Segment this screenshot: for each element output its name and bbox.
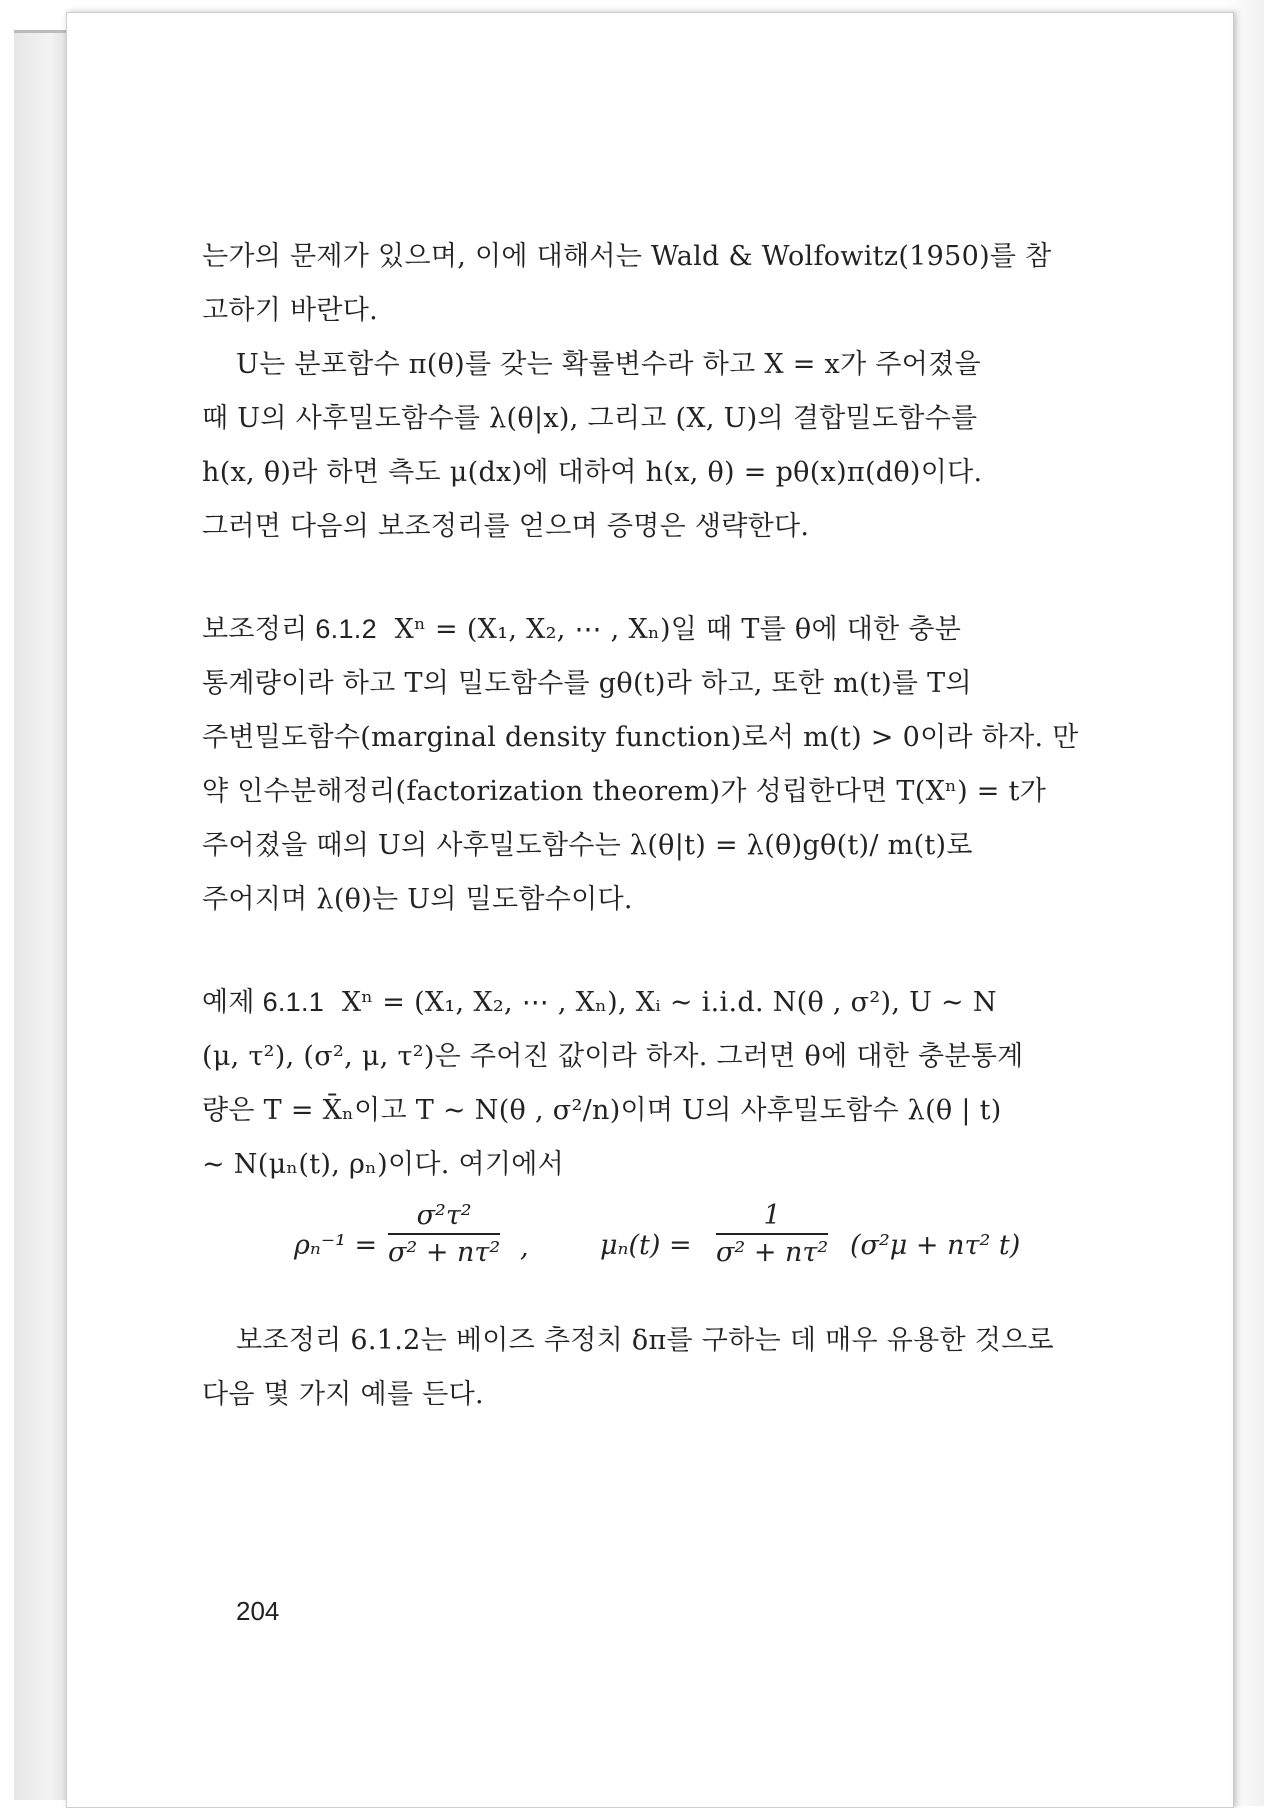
mu-fraction xyxy=(716,1200,828,1268)
closing-line-2: 다음 몇 가지 예를 든다. xyxy=(202,1379,484,1410)
example-title: 예제 6.1.1 xyxy=(202,987,325,1017)
rho-lhs: ρₙ⁻¹ = xyxy=(294,1230,378,1261)
paragraph-1-line-2: 고하기 바란다. xyxy=(202,295,379,326)
example-line-2: (μ, τ²), (σ², μ, τ²)은 주어진 값이라 하자. 그러면 θ에 대한 충분통계 xyxy=(202,1041,1024,1072)
page-shadow xyxy=(1224,0,1264,1806)
equation-block xyxy=(202,1200,1107,1284)
example-line-1 xyxy=(202,975,1107,1030)
example-line-1-text: Xⁿ = (X₁, X₂, ⋯ , Xₙ), Xᵢ ~ i.i.d. N(θ , σ²), U ~ N xyxy=(341,987,997,1018)
lemma-line-5: 주어졌을 때의 U의 사후밀도함수는 λ(θ|t) = λ(θ)gθ(t)/ m(t)로 xyxy=(202,830,973,861)
mu-denominator: σ² + nτ² xyxy=(716,1237,829,1268)
example-line-4: ~ N(μₙ(t), ρₙ)이다. 여기에서 xyxy=(202,1149,565,1180)
lemma-line-1 xyxy=(202,602,1107,657)
paragraph-2-line-4: 그러면 다음의 보조정리를 얻으며 증명은 생략한다. xyxy=(202,511,810,542)
lemma-line-3: 주변밀도함수(marginal density function)로서 m(t) > 0이라 하자. 만 xyxy=(202,722,1079,753)
page-content xyxy=(202,230,1107,1422)
equation-comma: , xyxy=(520,1232,529,1263)
page-stack-edge xyxy=(14,30,74,1800)
paragraph-1-line-1: 는가의 문제가 있으며, 이에 대해서는 Wald & Wolfowitz(1950)를 참 xyxy=(202,241,1052,272)
paragraph-2-line-2: 때 U의 사후밀도함수를 λ(θ|x), 그리고 (X, U)의 결합밀도함수를 xyxy=(202,403,978,434)
mu-lhs: μₙ(t) = xyxy=(600,1230,692,1261)
lemma-line-1-text: Xⁿ = (X₁, X₂, ⋯ , Xₙ)일 때 T를 θ에 대한 충분 xyxy=(394,614,962,645)
lemma-line-4: 약 인수분해정리(factorization theorem)가 성립한다면 T(Xⁿ) = t가 xyxy=(202,776,1047,807)
example-line-3: 량은 T = X̄ₙ이고 T ~ N(θ , σ²/n)이며 U의 사후밀도함수 λ(θ | t) xyxy=(202,1095,1002,1126)
paragraph-2-line-3: h(x, θ)라 하면 측도 μ(dx)에 대하여 h(x, θ) = pθ(x)π(dθ)이다. xyxy=(202,457,983,488)
lemma-line-6: 주어지며 λ(θ)는 U의 밀도함수이다. xyxy=(202,884,633,915)
rho-fraction xyxy=(388,1200,500,1268)
rho-numerator: σ²τ² xyxy=(388,1200,500,1235)
page-number: 204 xyxy=(236,1596,280,1626)
mu-numerator: 1 xyxy=(716,1200,828,1235)
lemma-title: 보조정리 6.1.2 xyxy=(202,614,377,644)
mu-rhs: (σ²μ + nτ² t) xyxy=(850,1230,1021,1261)
paragraph-2-line-1: U는 분포함수 π(θ)를 갖는 확률변수라 하고 X = x가 주어졌을 xyxy=(236,349,981,380)
lemma-line-2: 통계량이라 하고 T의 밀도함수를 gθ(t)라 하고, 또한 m(t)를 T의 xyxy=(202,668,972,699)
rho-denominator: σ² + nτ² xyxy=(388,1237,501,1268)
closing-line-1: 보조정리 6.1.2는 베이즈 추정치 δπ를 구하는 데 매우 유용한 것으로 xyxy=(236,1325,1054,1356)
